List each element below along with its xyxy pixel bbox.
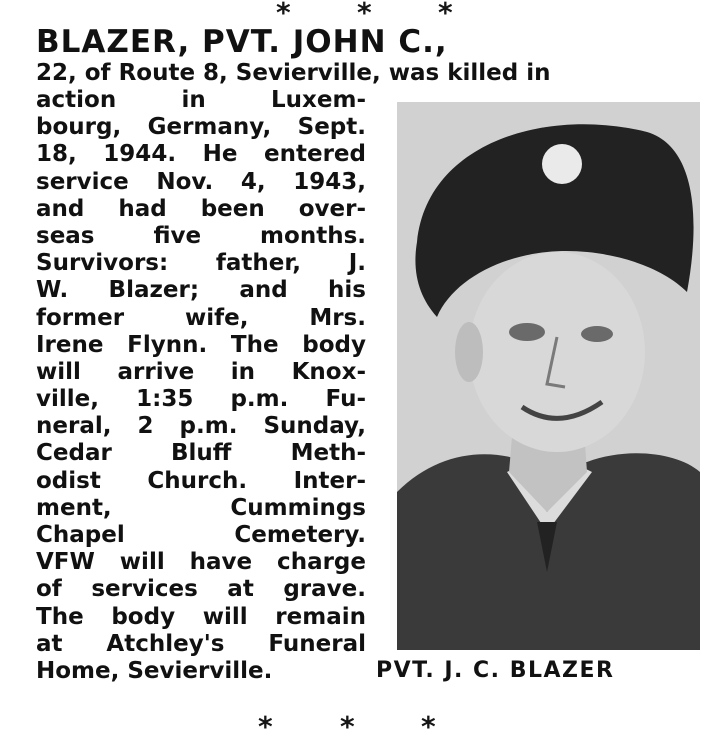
star-ornament: * (357, 0, 372, 29)
obituary-line: 18, 1944. He entered (36, 141, 366, 168)
obituary-line: will arrive in Knox- (36, 358, 366, 385)
obituary-line: of services at grave. (36, 576, 366, 603)
obituary-line: odist Church. Inter- (36, 467, 366, 494)
star-ornament: * (421, 710, 436, 743)
obituary-line: at Atchley's Funeral (36, 630, 366, 657)
obituary-line: Survivors: father, J. (36, 250, 366, 277)
obituary-line: The body will remain (36, 603, 366, 630)
obituary-body (36, 87, 366, 685)
obituary-line: service Nov. 4, 1943, (36, 168, 366, 195)
photo-caption: PVT. J. C. BLAZER (376, 658, 615, 683)
obituary-line: Home, Sevierville. (36, 657, 273, 684)
obituary-first-line: 22, of Route 8, Sevierville, was killed in (36, 60, 551, 86)
obituary-line: VFW will have charge (36, 549, 366, 576)
obituary-line: action in Luxem- (36, 87, 366, 113)
portrait-illustration (397, 102, 700, 650)
star-ornament: * (258, 710, 273, 743)
obituary-line: ment, Cummings (36, 494, 366, 521)
star-ornament: * (438, 0, 453, 29)
obituary-line: bourg, Germany, Sept. (36, 114, 366, 141)
star-ornament: * (276, 0, 291, 29)
obituary-line: Irene Flynn. The body (36, 331, 366, 358)
obituary-line: and had been over- (36, 195, 366, 222)
soldier-portrait-photo (397, 102, 700, 650)
obituary-line: seas five months. (36, 222, 366, 249)
obituary-line: Cedar Bluff Meth- (36, 440, 366, 467)
obituary-line: neral, 2 p.m. Sunday, (36, 413, 366, 440)
obituary-line: ville, 1:35 p.m. Fu- (36, 386, 366, 413)
obituary-line: former wife, Mrs. (36, 304, 366, 331)
obituary-line: Chapel Cemetery. (36, 522, 366, 548)
obituary-line: W. Blazer; and his (36, 277, 366, 304)
star-ornament: * (340, 710, 355, 743)
obituary-headline: BLAZER, PVT. JOHN C., (36, 24, 448, 60)
bottom-star-divider (0, 710, 707, 743)
